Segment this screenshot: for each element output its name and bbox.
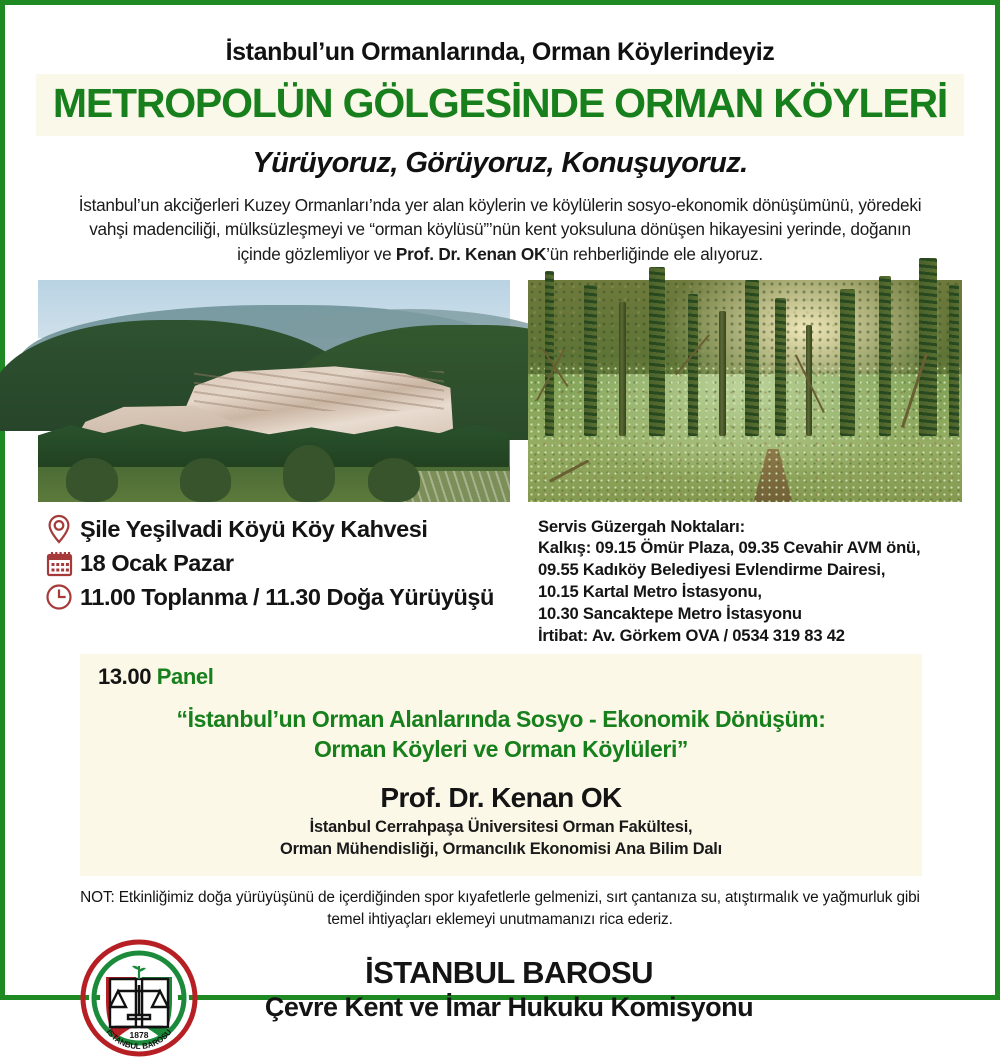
forest-tree-trunk bbox=[879, 276, 891, 436]
forest-tree-trunk bbox=[949, 285, 959, 436]
event-date-line bbox=[38, 550, 538, 577]
poster-inner-frame bbox=[5, 5, 995, 1051]
forest-interior-photo bbox=[528, 280, 962, 502]
logo-ring-text: İSTANBUL BAROSU bbox=[104, 1027, 174, 1051]
photo-quarry-strata bbox=[194, 371, 444, 411]
event-info-row bbox=[38, 514, 962, 646]
poster-description bbox=[70, 193, 930, 266]
service-route-line: 09.55 Kadıköy Belediyesi Evlendirme Dairesi, bbox=[538, 560, 886, 580]
footer-text bbox=[8, 955, 992, 1023]
poster-slogan: Yürüyoruz, Görüyoruz, Konuşuyoruz. bbox=[252, 147, 748, 179]
panel-speaker-affiliation bbox=[98, 817, 904, 860]
calendar-icon bbox=[38, 550, 80, 577]
photo-shrub bbox=[283, 445, 335, 503]
photo-shrub bbox=[180, 458, 232, 502]
quarry-mountain-photo bbox=[38, 280, 510, 502]
panel-label: Panel bbox=[156, 663, 214, 689]
affiliation-line-2: Orman Mühendisliği, Ormancılık Ekonomisi Ana Bilim Dalı bbox=[280, 839, 722, 858]
event-location-line bbox=[38, 514, 538, 544]
affiliation-line-1: İstanbul Cerrahpaşa Üniversitesi Orman Fakültesi, bbox=[309, 818, 693, 837]
title-band bbox=[36, 74, 964, 136]
panel-box bbox=[80, 654, 922, 876]
clock-icon bbox=[38, 583, 80, 611]
photo-shrub bbox=[66, 458, 118, 502]
panel-time: 13.00 bbox=[98, 663, 152, 689]
photo-row bbox=[38, 280, 962, 502]
organization-name: İSTANBUL BAROSU bbox=[365, 954, 653, 990]
event-time-text: 11.00 Toplanma / 11.30 Doğa Yürüyüşü bbox=[80, 583, 494, 610]
photo-shrub bbox=[368, 458, 420, 502]
service-route-title: Servis Güzergah Noktaları: bbox=[538, 517, 745, 537]
event-time-line bbox=[38, 583, 538, 611]
panel-title-line-1: “İstanbul’un Orman Alanlarında Sosyo - Ekonomik Dönüşüm: bbox=[176, 705, 826, 732]
forest-tree-trunk bbox=[840, 289, 855, 436]
description-part-2: ’ün rehberliğinde ele alıyoruz. bbox=[546, 243, 763, 264]
panel-speaker-name: Prof. Dr. Kenan OK bbox=[380, 782, 622, 814]
service-contact-line: İrtibat: Av. Görkem OVA / 0534 319 83 42 bbox=[538, 625, 845, 645]
page-title: METROPOLÜN GÖLGESİNDE ORMAN KÖYLERİ bbox=[52, 80, 948, 126]
forest-tree-trunk bbox=[649, 267, 665, 436]
forest-tree-trunk bbox=[688, 294, 698, 436]
forest-tree-trunk bbox=[919, 258, 937, 436]
panel-title bbox=[98, 704, 904, 765]
poster-footer bbox=[8, 941, 992, 1053]
service-route-line: 10.15 Kartal Metro İstasyonu, bbox=[538, 582, 762, 602]
event-location-text: Şile Yeşilvadi Köyü Köy Kahvesi bbox=[80, 515, 428, 542]
forest-tree-trunk bbox=[775, 298, 786, 436]
forest-tree-trunk bbox=[745, 280, 759, 435]
panel-time-label bbox=[98, 664, 904, 690]
map-pin-icon bbox=[38, 514, 80, 544]
forest-tree-trunk bbox=[719, 311, 726, 435]
poster-kicker: İstanbul’un Ormanlarında, Orman Köylerindeyiz bbox=[225, 38, 775, 66]
description-highlight: Prof. Dr. Kenan OK bbox=[395, 243, 547, 264]
panel-title-line-2: Orman Köyleri ve Orman Köylüleri” bbox=[313, 736, 689, 763]
service-route-info bbox=[538, 514, 962, 646]
service-route-line: Kalkış: 09.15 Ömür Plaza, 09.35 Cevahir AVM önü, bbox=[538, 538, 921, 558]
commission-name: Çevre Kent ve İmar Hukuku Komisyonu bbox=[264, 991, 754, 1022]
event-details bbox=[38, 514, 538, 617]
forest-tree-trunk bbox=[584, 285, 597, 436]
poster-note: NOT: Etkinliğimiz doğa yürüyüşünü de içerdiğinden spor kıyafetlerle gelmenizi, sırt çantanıza su, atıştırmalık ve yağmurluk gibi temel ihtiyaçları eklemeyi unutmamanızı rica ederiz. bbox=[80, 889, 920, 929]
description-part-1: İstanbul’un akciğerleri Kuzey Ormanları’nda yer alan köylerin ve köylülerin sosyo-ekonomik dönüşümünü, yöredeki vahşi madenciliği, mülksüzleşmeyi ve “orman köylüsü”’nün kent yoksuluna dönüşen hikayesini yerinde, doğanın içinde gözlemliyor ve bbox=[78, 195, 922, 264]
event-date-text: 18 Ocak Pazar bbox=[80, 550, 234, 577]
forest-tree-trunk bbox=[619, 302, 626, 435]
service-route-line: 10.30 Sancaktepe Metro İstasyonu bbox=[538, 603, 802, 623]
logo-year: 1878 bbox=[129, 1029, 149, 1040]
